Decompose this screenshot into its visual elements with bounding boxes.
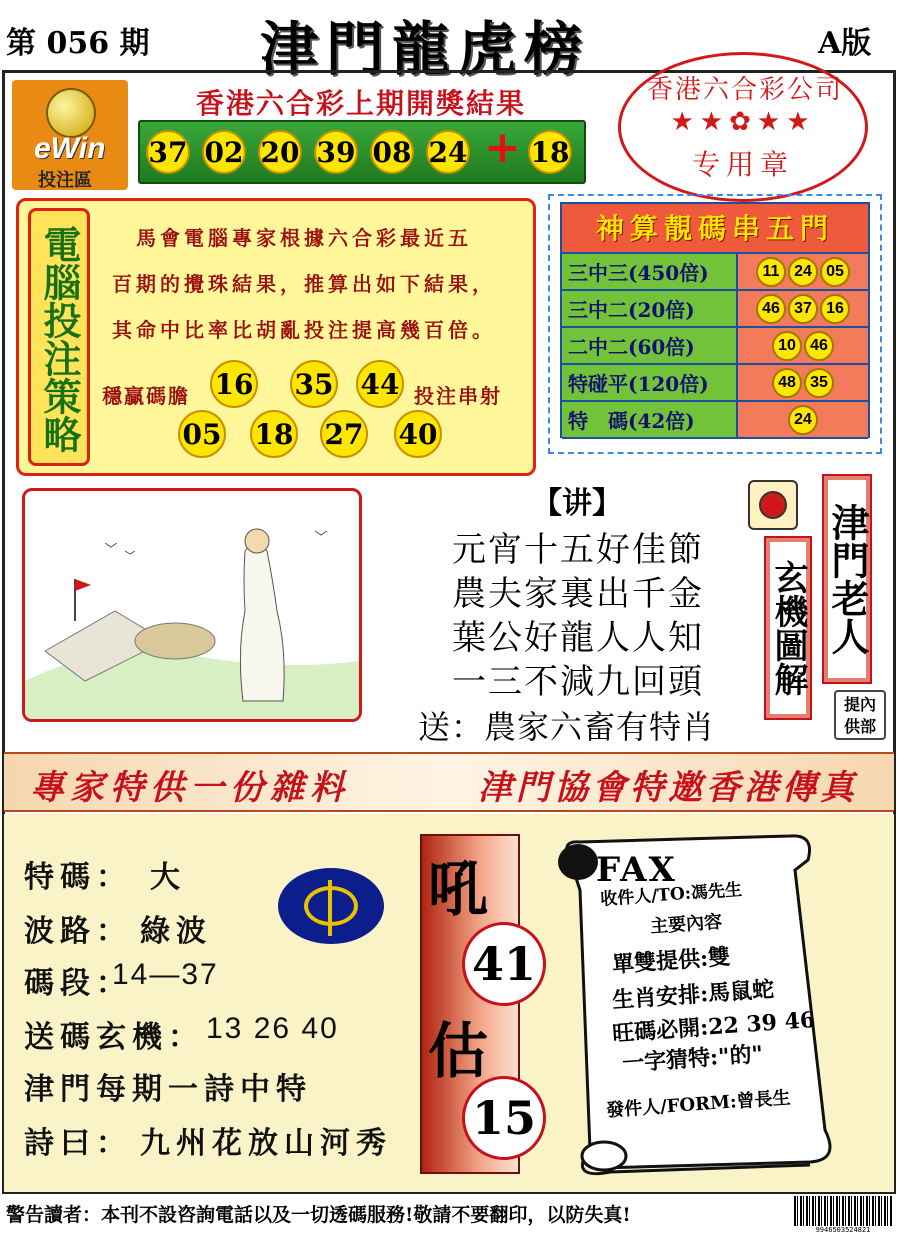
roar-num-1: 41: [462, 922, 546, 1006]
tip-label: 波路：: [24, 914, 132, 949]
fax-to: 收件人/TO:馮先生: [599, 880, 743, 910]
gate-label: 二中二(60倍): [562, 328, 738, 363]
gate-row: [562, 328, 868, 365]
fax-line-1: 單雙提供:雙: [611, 943, 731, 979]
gate-numbers: [738, 402, 868, 437]
fax-title: FAX: [596, 850, 677, 890]
result-ball: 08: [370, 130, 414, 174]
gate-ball: 35: [804, 368, 834, 398]
result-ball: 20: [258, 130, 302, 174]
fax-from: 發件人/FORM:曾長生: [605, 1087, 792, 1122]
gate-numbers: [738, 254, 868, 289]
tip-label: 特碼：: [24, 860, 132, 895]
tip-label: 詩曰：: [24, 1126, 132, 1161]
poem-line-4: 一三不減九回頭: [452, 662, 704, 702]
gate-label: 特 碼(42倍): [562, 402, 738, 437]
shot-ball: 40: [394, 410, 442, 458]
edition-label: A版: [818, 26, 872, 61]
elder-title: 津門老人: [822, 474, 872, 684]
roar-num-2: 15: [462, 1076, 546, 1160]
shot-label: 投注串射: [414, 384, 502, 408]
fax-line-2: 生肖安排:馬鼠蛇: [611, 976, 775, 1014]
scholar-illustration: [25, 491, 359, 719]
gate-ball: 11: [756, 257, 786, 287]
tip-value: 13 26 40: [206, 1012, 339, 1045]
gate-row: [562, 365, 868, 402]
gate-row: [562, 291, 868, 328]
poem-send: 送：農家六畜有特肖: [418, 708, 716, 746]
gate-ball: 46: [804, 331, 834, 361]
result-ball: 39: [314, 130, 358, 174]
shot-ball: 05: [178, 410, 226, 458]
tip-value: 14—37: [112, 958, 219, 991]
barcode: 9946503524821: [794, 1196, 892, 1232]
gate-numbers: [738, 291, 868, 326]
result-plus: +: [484, 122, 521, 173]
roar-char-1: 吼: [428, 855, 488, 925]
tip-value: 大: [150, 860, 186, 895]
tip-value: 九州花放山河秀: [140, 1126, 392, 1161]
gate-label: 三中二(20倍): [562, 291, 738, 326]
emblem-icon: [278, 868, 384, 944]
poem-heading: 【讲】: [532, 486, 622, 521]
gate-label: 特碰平(120倍): [562, 365, 738, 400]
tip-value: 綠波: [140, 914, 212, 949]
gate-row: [562, 254, 868, 291]
fax-line-3: 旺碼必開:22 39 46: [611, 1006, 817, 1048]
five-gates-table: [560, 202, 870, 438]
mystic-title: 玄機圖解: [764, 536, 812, 720]
strategy-side-title: 電腦投注策略: [28, 208, 90, 466]
gate-ball: 05: [820, 257, 850, 287]
gate-ball: 46: [756, 294, 786, 324]
banner-left: 專家特供一份雜料: [30, 768, 350, 808]
fax-line-4: 一字猜特:"的": [621, 1041, 764, 1077]
gate-ball: 16: [820, 294, 850, 324]
result-special-ball: 18: [528, 130, 572, 174]
poem-line-3: 葉公好龍人人知: [452, 618, 704, 658]
gate-ball: 48: [772, 368, 802, 398]
strategy-line-3: 其命中比率比胡亂投注提高幾百倍。: [112, 318, 496, 342]
gate-label: 三中三(450倍): [562, 254, 738, 289]
illustration: [22, 488, 362, 722]
fax-subject: 主要內容: [649, 911, 723, 938]
banner-right: 津門協會特邀香港傳真: [478, 768, 858, 808]
result-ball: 37: [146, 130, 190, 174]
shot-ball: 18: [250, 410, 298, 458]
result-ball: 24: [426, 130, 470, 174]
tip-label: 碼段：: [24, 966, 132, 1001]
ball-icon: [46, 88, 96, 138]
shot-ball: 27: [320, 410, 368, 458]
company-seal: 香港六合彩公司 ★★✿★★ 专用章: [618, 52, 868, 202]
results-heading: 香港六合彩上期開獎結果: [196, 87, 527, 120]
tip-label: 津門每期一詩中特: [24, 1072, 312, 1107]
poem-line-2: 農夫家裏出千金: [452, 574, 704, 614]
page-title: 津門龍虎榜: [260, 15, 591, 83]
result-ball: 02: [202, 130, 246, 174]
poem-line-1: 元宵十五好佳節: [452, 530, 704, 570]
strategy-line-1: 馬會電腦專家根據六合彩最近五: [136, 226, 472, 250]
gate-numbers: [738, 365, 868, 400]
ewin-logo: eWin 投注區: [12, 80, 128, 190]
roar-char-2: 估: [428, 1017, 488, 1087]
gate-ball: 24: [788, 257, 818, 287]
footer-warning: 警告讀者：本刊不設咨詢電話以及一切透碼服務!敬請不要翻印，以防失真!: [6, 1204, 631, 1226]
five-gates-title: 神算靚碼串五門: [562, 204, 868, 254]
anchor-ball: 44: [356, 360, 404, 408]
tip-label: 送碼玄機：: [24, 1020, 204, 1055]
anchor-label: 穩贏碼膽: [102, 384, 190, 408]
gate-ball: 37: [788, 294, 818, 324]
anchor-ball: 16: [210, 360, 258, 408]
anchor-ball: 35: [290, 360, 338, 408]
strategy-line-2: 百期的攪珠結果，推算出如下結果，: [112, 272, 496, 296]
mystic-icon: [748, 480, 798, 530]
issue-number: 第 056 期: [6, 26, 150, 61]
gate-numbers: [738, 328, 868, 363]
gate-ball: 24: [788, 405, 818, 435]
elder-provided-badge: 提內 供部: [834, 690, 886, 740]
gate-ball: 10: [772, 331, 802, 361]
gate-row: [562, 402, 868, 439]
